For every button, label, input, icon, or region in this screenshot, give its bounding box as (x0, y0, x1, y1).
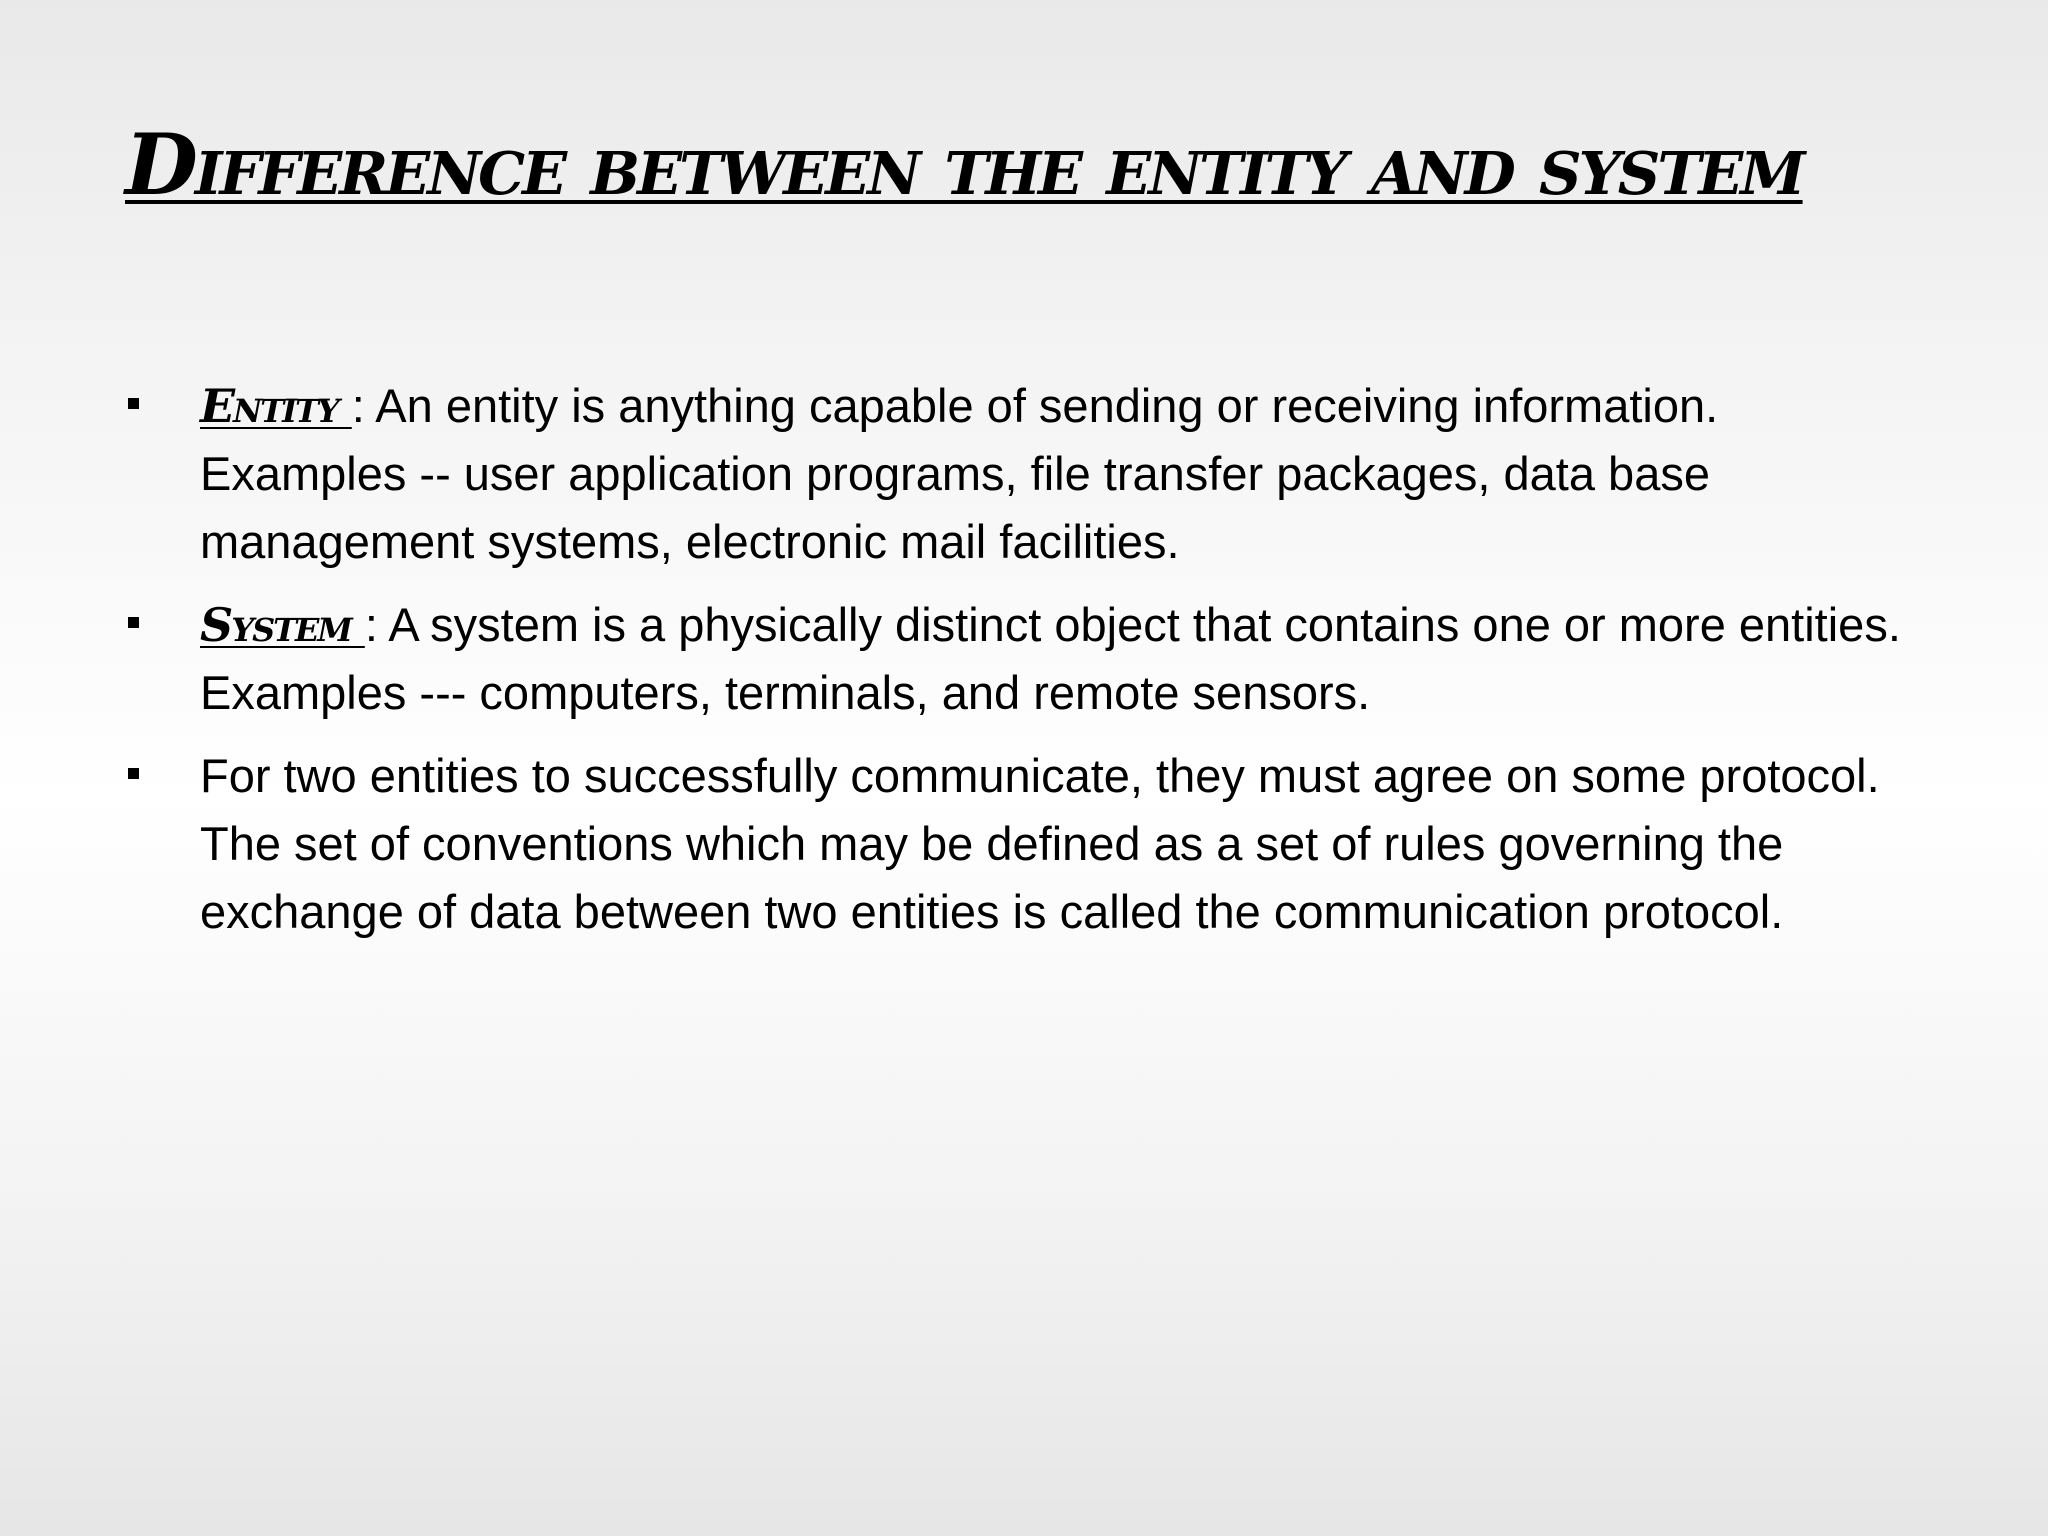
slide-title: Difference between the entity and system (125, 115, 1803, 214)
bullet-text: : An entity is anything capable of sending or receiving information. Examples -- user application programs, file transfer packages, data base management systems, electronic mail facilities. (200, 379, 1719, 568)
bullet-text: : A system is a physically distinct object that contains one or more entities. Examples --- computers, terminals, and remote sensors. (200, 598, 1901, 719)
bullet-item-entity (125, 372, 1925, 576)
square-bullet-icon (128, 398, 139, 409)
bullet-text: For two entities to successfully communicate, they must agree on some protocol. The set of conventions which may be defined as a set of rules governing the exchange of data between two entities is called the communication protocol. (200, 749, 1880, 938)
square-bullet-icon (128, 617, 139, 628)
bullet-item-system (125, 591, 1925, 727)
square-bullet-icon (128, 768, 139, 779)
bullet-term: System (200, 598, 365, 652)
bullet-term: Entity (200, 379, 352, 433)
bullet-list (125, 372, 1925, 961)
bullet-item-protocol (125, 742, 1925, 946)
